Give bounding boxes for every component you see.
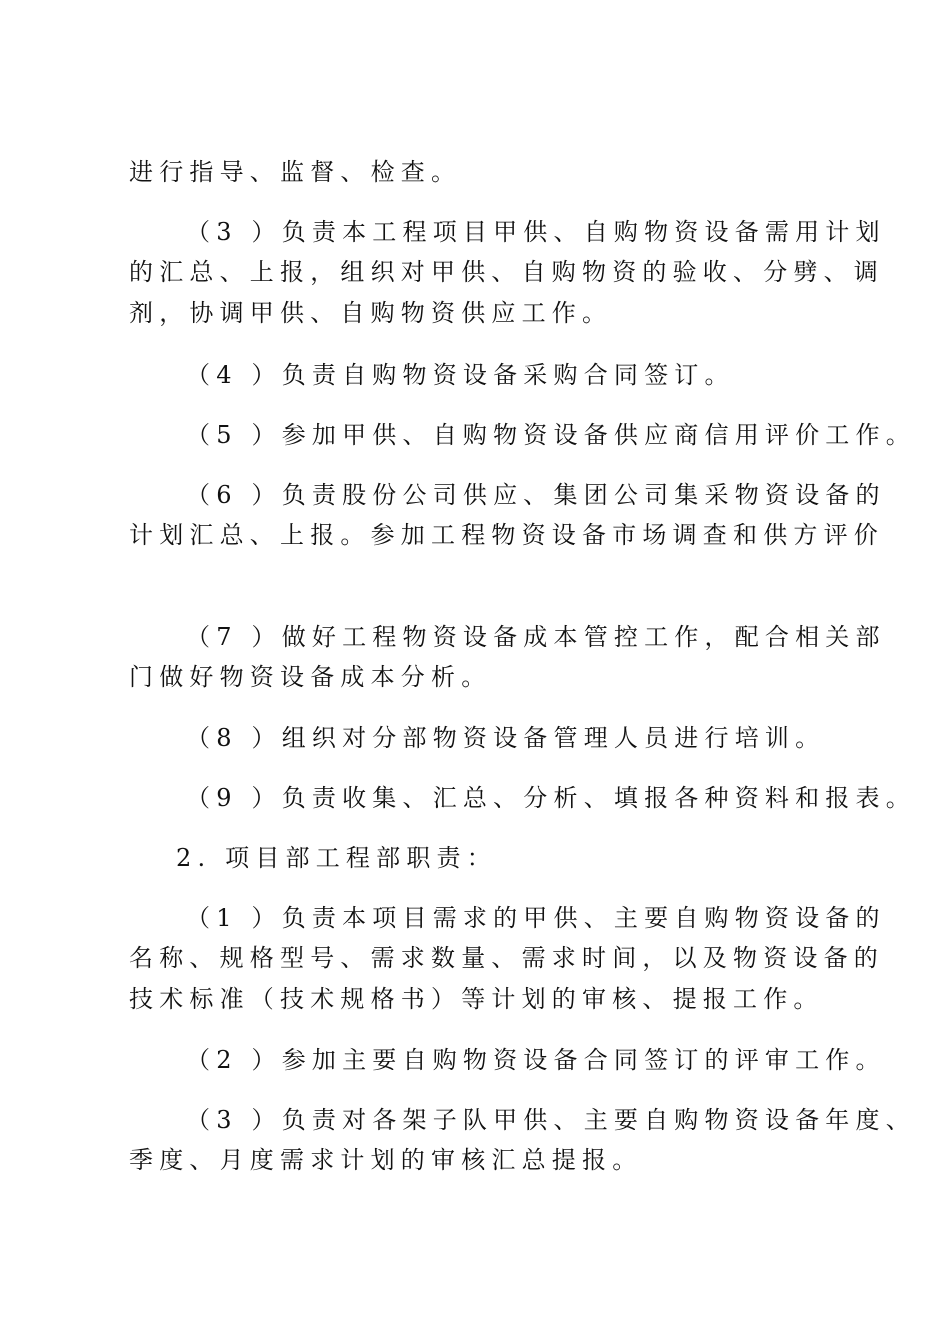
list-item-line: （8 ）组织对分部物资设备管理人员进行培训。	[186, 724, 826, 752]
section-heading: 2. 项目部工程部职责：	[176, 844, 497, 872]
text-line: 的汇总、上报，组织对甲供、自购物资的验收、分劈、调	[129, 258, 884, 286]
text-line: 计划汇总、上报。参加工程物资设备市场调查和供方评价	[129, 521, 884, 549]
text-line: 门做好物资设备成本分析。	[129, 663, 492, 691]
list-item-line: （1 ）负责本项目需求的甲供、主要自购物资设备的	[186, 904, 886, 932]
list-item-line: （3 ）负责对各架子队甲供、主要自购物资设备年度、	[186, 1106, 916, 1134]
list-item-line: （3 ）负责本工程项目甲供、自购物资设备需用计划	[186, 218, 886, 246]
list-item-line: （9 ）负责收集、汇总、分析、填报各种资料和报表。	[186, 784, 916, 812]
list-item-line: （4 ）负责自购物资设备采购合同签订。	[186, 361, 735, 389]
text-line: 剂，协调甲供、自购物资供应工作。	[129, 299, 613, 327]
text-line: 进行指导、监督、检查。	[129, 158, 462, 186]
text-line: 季度、月度需求计划的审核汇总提报。	[129, 1146, 643, 1174]
list-item-line: （5 ）参加甲供、自购物资设备供应商信用评价工作。	[186, 421, 916, 449]
list-item-line: （6 ）负责股份公司供应、集团公司集采物资设备的	[186, 481, 886, 509]
text-line: 名称、规格型号、需求数量、需求时间，以及物资设备的	[129, 944, 884, 972]
text-line: 技术标准（技术规格书）等计划的审核、提报工作。	[129, 985, 824, 1013]
list-item-line: （2 ）参加主要自购物资设备合同签订的评审工作。	[186, 1046, 886, 1074]
list-item-line: （7 ）做好工程物资设备成本管控工作，配合相关部	[186, 623, 886, 651]
